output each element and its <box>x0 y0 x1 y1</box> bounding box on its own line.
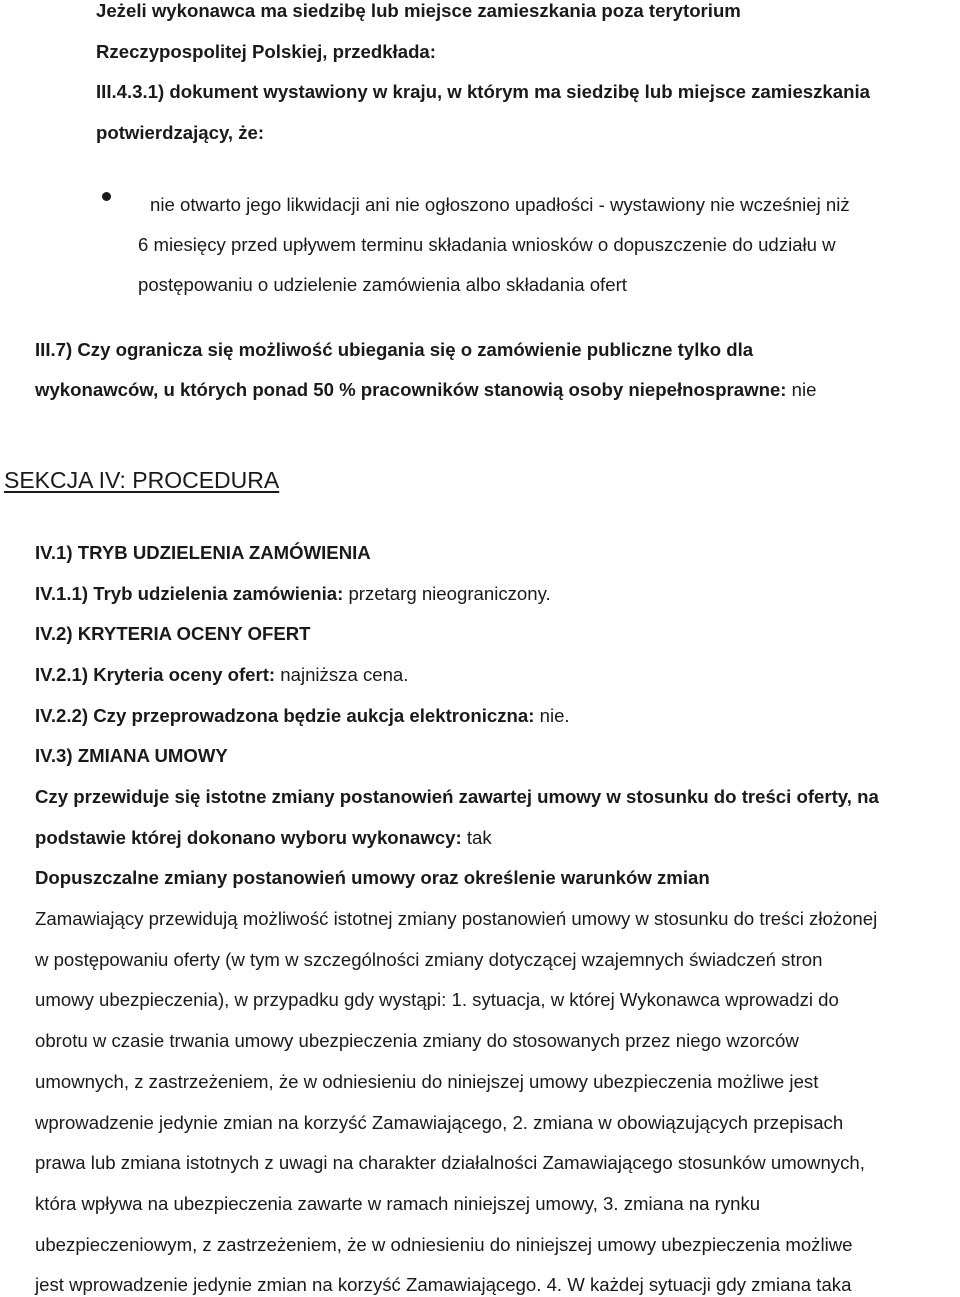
foreign-contractor-line-1: Jeżeli wykonawca ma siedzibę lub miejsce zamieszkania poza terytorium <box>96 0 741 21</box>
iv-2-heading: IV.2) KRYTERIA OCENY OFERT <box>35 623 311 644</box>
bullet-text-line-2: 6 miesięcy przed upływem terminu składania wniosków o dopuszczenie do udziału w <box>138 234 836 255</box>
iii-7-question-line-1: III.7) Czy ogranicza się możliwość ubiegania się o zamówienie publiczne tylko dla <box>35 339 754 360</box>
body-line: która wpływa na ubezpieczenia zawarte w ramach niniejszej umowy, 3. zmiana na rynku <box>35 1193 761 1214</box>
bullet-dot-icon <box>102 192 111 201</box>
iv-2-2-value: nie. <box>539 705 570 726</box>
iii-4-3-1-line-1: III.4.3.1) dokument wystawiony w kraju, w którym ma siedzibę lub miejsce zamieszkania <box>96 81 870 102</box>
iv-1-1-row <box>35 583 551 605</box>
iv-1-1-label: IV.1.1) Tryb udzielenia zamówienia: <box>35 583 344 604</box>
foreign-contractor-line-2: Rzeczypospolitej Polskiej, przedkłada: <box>96 41 436 62</box>
iii-7-question-line-2 <box>35 379 816 401</box>
iv-2-2-label: IV.2.2) Czy przeprowadzona będzie aukcja elektroniczna: <box>35 705 535 726</box>
body-line: umowy ubezpieczenia), w przypadku gdy wystąpi: 1. sytuacja, w której Wykonawca wprowadzi do <box>35 989 839 1010</box>
body-line: wprowadzenie jedynie zmian na korzyść Zamawiającego, 2. zmiana w obowiązujących przepisach <box>35 1112 844 1133</box>
body-line: prawa lub zmiana istotnych z uwagi na charakter działalności Zamawiającego stosunków umownych, <box>35 1152 865 1173</box>
bullet-text-line-3: postępowaniu o udzielenie zamówienia albo składania ofert <box>138 274 627 295</box>
changes-question-line-2 <box>35 827 492 849</box>
body-line: ubezpieczeniowym, z zastrzeżeniem, że w odniesieniu do niniejszej umowy ubezpieczenia możliwe <box>35 1234 853 1255</box>
body-line: w postępowaniu oferty (w tym w szczególności zmiany dotyczącej wzajemnych świadczeń stron <box>35 949 823 970</box>
iii-7-answer: nie <box>791 379 817 400</box>
body-line: umownych, z zastrzeżeniem, że w odniesieniu do niniejszej umowy ubezpieczenia możliwe jest <box>35 1071 819 1092</box>
iv-2-1-value: najniższa cena. <box>280 664 409 685</box>
iv-1-1-value: przetarg nieograniczony. <box>348 583 551 604</box>
body-line: jest wprowadzenie jedynie zmian na korzyść Zamawiającego. 4. W każdej sytuacji gdy zmiana taka <box>35 1274 852 1295</box>
iii-4-3-1-line-2: potwierdzający, że: <box>96 122 265 143</box>
allowed-changes-heading: Dopuszczalne zmiany postanowień umowy oraz określenie warunków zmian <box>35 867 710 888</box>
iii-7-question-text: wykonawców, u których ponad 50 % pracowników stanowią osoby niepełnosprawne: <box>35 379 787 400</box>
body-line: Zamawiający przewidują możliwość istotnej zmiany postanowień umowy w stosunku do treści złożonej <box>35 908 878 929</box>
iv-3-heading: IV.3) ZMIANA UMOWY <box>35 745 228 766</box>
changes-question-text: podstawie której dokonano wyboru wykonawcy: <box>35 827 462 848</box>
iv-1-heading: IV.1) TRYB UDZIELENIA ZAMÓWIENIA <box>35 542 371 563</box>
changes-answer: tak <box>466 827 492 848</box>
iv-2-1-row <box>35 664 408 686</box>
bullet-text-line-1: nie otwarto jego likwidacji ani nie ogłoszono upadłości - wystawiony nie wcześniej niż <box>150 194 850 215</box>
section-iv-title: SEKCJA IV: PROCEDURA <box>4 467 280 493</box>
iv-2-1-label: IV.2.1) Kryteria oceny ofert: <box>35 664 276 685</box>
iv-2-2-row <box>35 705 570 727</box>
changes-question-line-1: Czy przewiduje się istotne zmiany postanowień zawartej umowy w stosunku do treści oferty, na <box>35 786 879 807</box>
body-line: obrotu w czasie trwania umowy ubezpieczenia zmiany do stosowanych przez niego wzorców <box>35 1030 799 1051</box>
